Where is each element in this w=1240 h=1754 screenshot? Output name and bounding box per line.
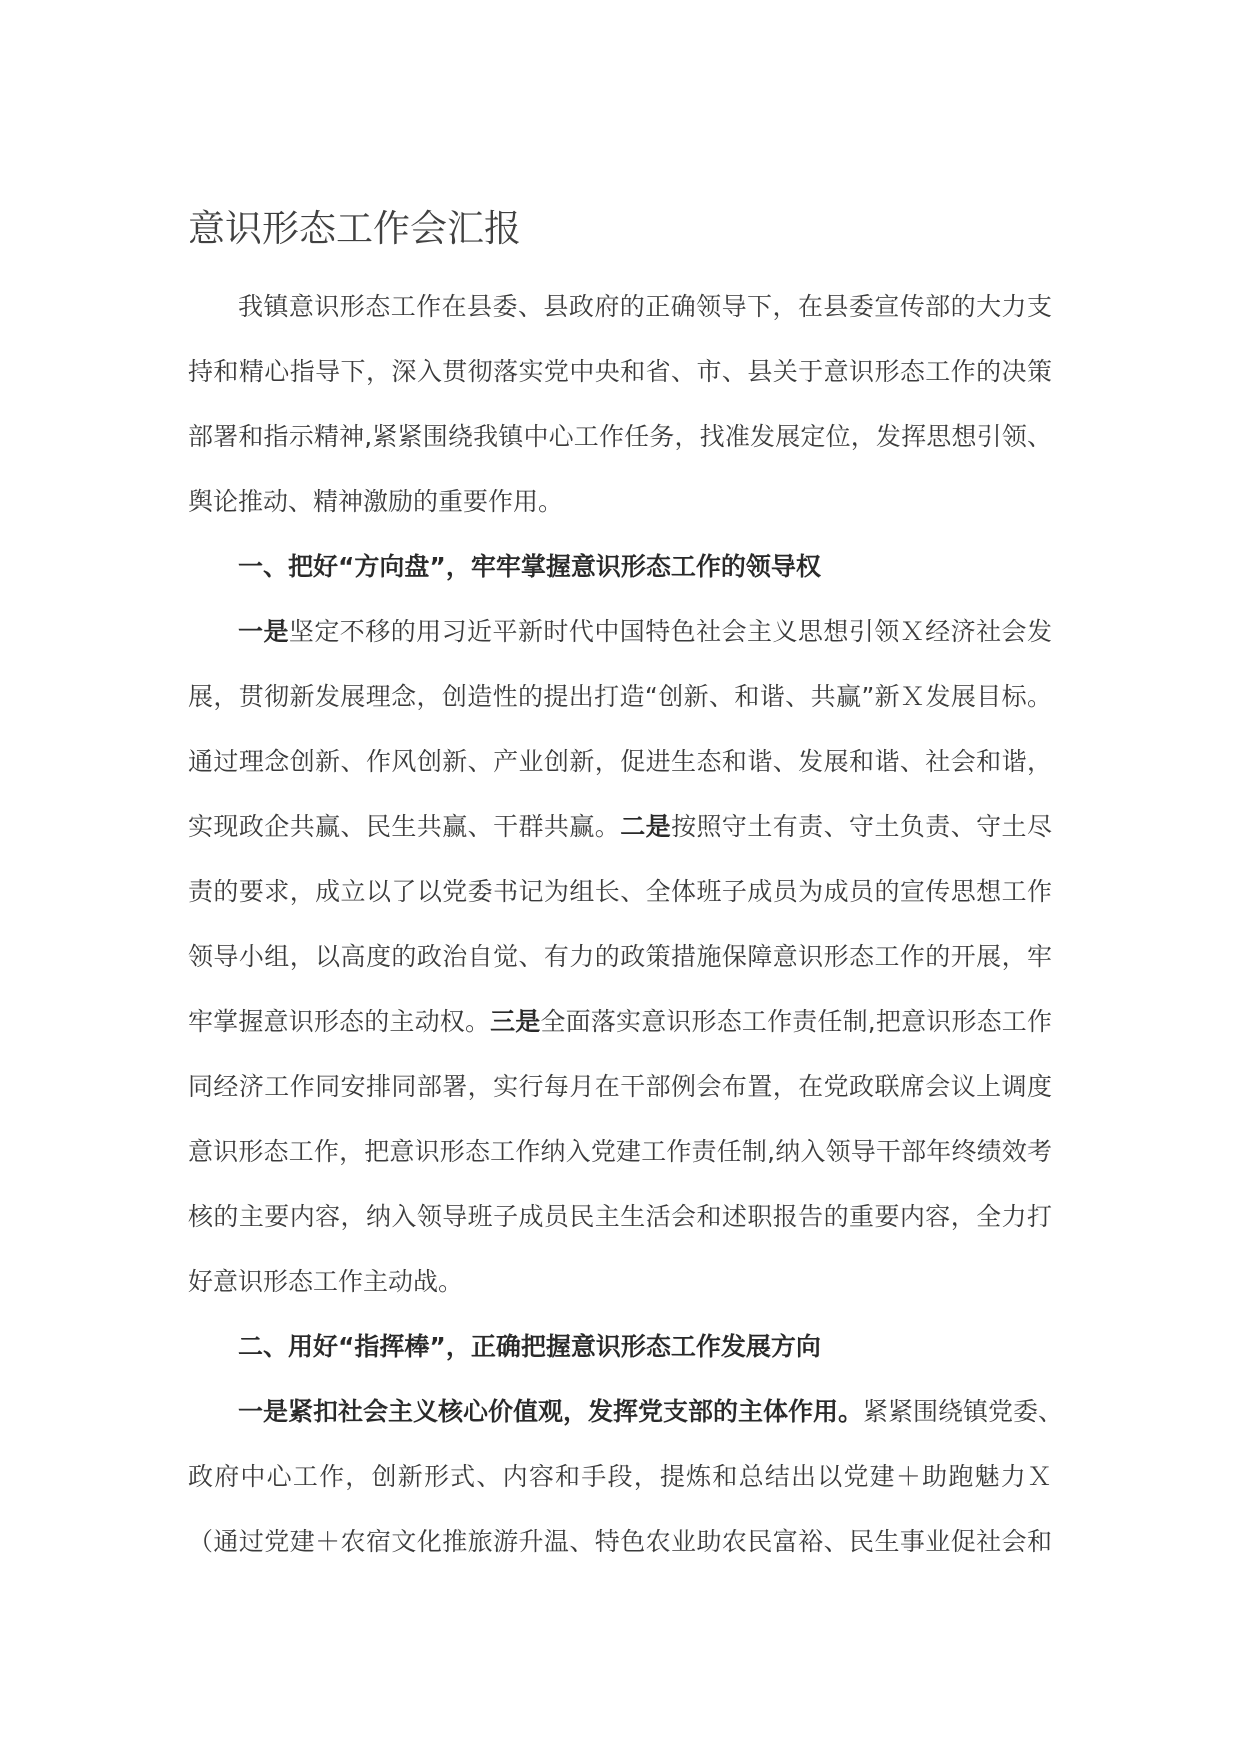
text: 意识形态工作，把意识形态工作纳入党建工作责任制,纳入领导干部年终绩效考 [188,1137,1052,1166]
text: 舆论推动、精神激励的重要作用。 [188,487,564,516]
text: 展，贯彻新发展理念，创造性的提出打造“创新、和谐、共赢”新Ｘ发展目标。 [188,682,1052,711]
document-title: 意识形态工作会汇报 [188,207,521,250]
text: 我镇意识形态工作在县委、县政府的正确领导下，在县委宣传部的大力支 [238,292,1052,321]
section-heading [188,534,1052,599]
bold-text: 二、用好“指挥棒”，正确把握意识形态工作发展方向 [238,1332,821,1361]
paragraph-line [188,1119,1052,1184]
bold-text: 二是 [620,812,672,841]
text: 实现政企共赢、民生共赢、干群共赢。 [188,812,621,841]
text: 政府中心工作，创新形式、内容和手段，提炼和总结出以党建＋助跑魅力Ｘ [188,1462,1052,1491]
text: 责的要求，成立以了以党委书记为组长、全体班子成员为成员的宣传思想工作 [188,877,1052,906]
paragraph-line [188,1054,1052,1119]
paragraph-line [188,1509,1052,1574]
paragraph-line [188,989,1052,1054]
document-body [188,274,1064,1574]
bold-text: 一、把好“方向盘”，牢牢掌握意识形态工作的领导权 [238,552,821,581]
paragraph-line [188,729,1052,794]
bold-text: 一是 [238,617,289,646]
bold-text: 三是 [490,1007,541,1036]
text: 部署和指示精神,紧紧围绕我镇中心工作任务，找准发展定位，发挥思想引领、 [188,422,1052,451]
paragraph-line [188,404,1052,469]
paragraph-line [188,794,1052,859]
text: 同经济工作同安排同部署，实行每月在干部例会布置，在党政联席会议上调度 [188,1072,1052,1101]
text: 坚定不移的用习近平新时代中国特色社会主义思想引领Ｘ经济社会发 [288,617,1052,646]
paragraph-line [188,664,1052,729]
text: （通过党建＋农宿文化推旅游升温、特色农业助农民富裕、民生事业促社会和 [188,1527,1052,1556]
text: 持和精心指导下，深入贯彻落实党中央和省、市、县关于意识形态工作的决策 [188,357,1052,386]
paragraph-line [188,339,1052,404]
paragraph-line [188,1444,1052,1509]
paragraph-line [188,1249,1052,1314]
text: 按照守土有责、守土负责、守土尽 [671,812,1052,841]
paragraph-line [188,1379,1064,1444]
text: 核的主要内容，纳入领导班子成员民主生活会和述职报告的重要内容，全力打 [188,1202,1052,1231]
text: 好意识形态工作主动战。 [188,1267,464,1296]
bold-text: 一是紧扣社会主义核心价值观，发挥党支部的主体作用。 [238,1397,864,1426]
section-heading [188,1314,1052,1379]
text: 通过理念创新、作风创新、产业创新，促进生态和谐、发展和谐、社会和谐， [188,747,1052,776]
paragraph-line [188,469,1052,534]
text: 全面落实意识形态工作责任制,把意识形态工作 [540,1007,1052,1036]
paragraph-line [188,274,1052,339]
text: 牢掌握意识形态的主动权。 [188,1007,491,1036]
paragraph-line [188,924,1052,989]
paragraph-line [188,1184,1052,1249]
text: 紧紧围绕镇党委、 [863,1397,1064,1426]
paragraph-line [188,859,1052,924]
paragraph-line [188,599,1052,664]
text: 领导小组，以高度的政治自觉、有力的政策措施保障意识形态工作的开展，牢 [188,942,1052,971]
